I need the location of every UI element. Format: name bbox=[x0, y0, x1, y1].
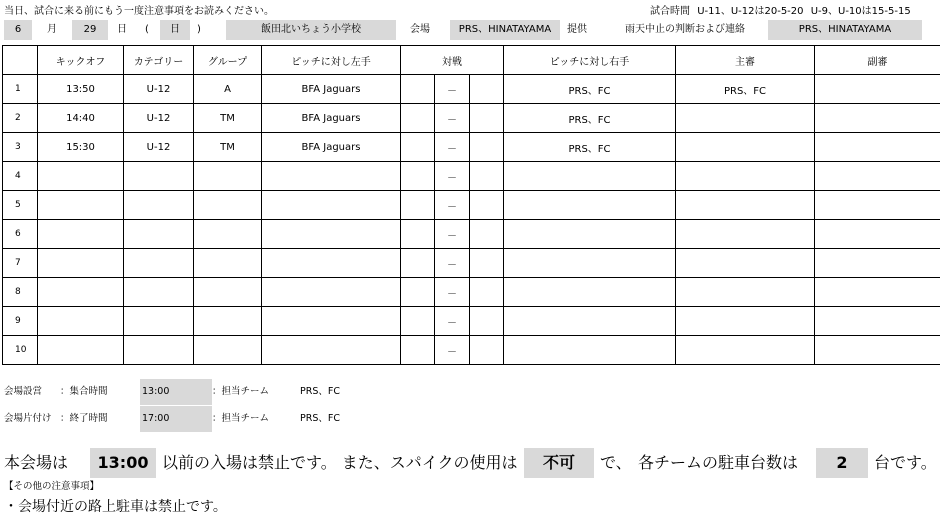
match-right-score bbox=[470, 162, 504, 191]
cleanup-time: 17:00 bbox=[140, 406, 212, 432]
match-right-score bbox=[470, 191, 504, 220]
match-separator: － bbox=[435, 220, 470, 249]
table-header-row bbox=[3, 46, 940, 75]
table-row bbox=[3, 307, 940, 336]
other-note-item: ・会場付近の路上駐車は禁止です。 bbox=[4, 499, 227, 515]
left-team: BFA Jaguars bbox=[262, 75, 401, 104]
table-row bbox=[3, 249, 940, 278]
kickoff-time bbox=[38, 162, 124, 191]
match-separator: － bbox=[435, 278, 470, 307]
left-team bbox=[262, 191, 401, 220]
month-label: 月 bbox=[47, 24, 57, 35]
cleanup-time-label: ：終了時間 bbox=[60, 413, 108, 424]
match-separator: － bbox=[435, 191, 470, 220]
header-no bbox=[3, 46, 38, 75]
assistant-referee bbox=[815, 75, 940, 104]
referee bbox=[676, 162, 815, 191]
referee bbox=[676, 220, 815, 249]
category bbox=[124, 220, 194, 249]
setup-time: 13:00 bbox=[140, 379, 212, 405]
provider-label: 提供 bbox=[567, 24, 587, 35]
match-left-score bbox=[401, 278, 435, 307]
match-left-score bbox=[401, 133, 435, 162]
row-number: 2 bbox=[3, 104, 38, 133]
header-kickoff: キックオフ bbox=[38, 46, 124, 75]
match-right-score bbox=[470, 104, 504, 133]
assistant-referee bbox=[815, 307, 940, 336]
left-team bbox=[262, 307, 401, 336]
right-team bbox=[504, 336, 676, 365]
category: U-12 bbox=[124, 75, 194, 104]
table-row bbox=[3, 75, 940, 104]
assistant-referee bbox=[815, 133, 940, 162]
cleanup-label: 会場片付け bbox=[4, 413, 52, 424]
main-notice-part1: 本会場は bbox=[4, 453, 69, 472]
day-value: 29 bbox=[72, 20, 108, 40]
category bbox=[124, 191, 194, 220]
table-row bbox=[3, 133, 940, 162]
category bbox=[124, 278, 194, 307]
row-number: 1 bbox=[3, 75, 38, 104]
schedule-table bbox=[2, 45, 940, 365]
header-group: グループ bbox=[194, 46, 262, 75]
kickoff-time bbox=[38, 336, 124, 365]
group bbox=[194, 307, 262, 336]
header-category: カテゴリー bbox=[124, 46, 194, 75]
match-separator: － bbox=[435, 75, 470, 104]
setup-time-label: ：集合時間 bbox=[60, 386, 108, 397]
match-time-u11-u12: U-11、U-12は20-5-20 bbox=[697, 6, 804, 17]
notice-text: 当日、試合に来る前にもう一度注意事項をお読みください。 bbox=[4, 6, 274, 17]
main-notice-part3: で、 bbox=[600, 453, 632, 472]
row-number: 5 bbox=[3, 191, 38, 220]
row-number: 4 bbox=[3, 162, 38, 191]
referee bbox=[676, 307, 815, 336]
assistant-referee bbox=[815, 162, 940, 191]
table-row bbox=[3, 278, 940, 307]
referee bbox=[676, 133, 815, 162]
group bbox=[194, 278, 262, 307]
match-left-score bbox=[401, 307, 435, 336]
group bbox=[194, 191, 262, 220]
group: TM bbox=[194, 104, 262, 133]
match-left-score bbox=[401, 336, 435, 365]
match-right-score bbox=[470, 249, 504, 278]
header-referee: 主審 bbox=[676, 46, 815, 75]
paren-open: ( bbox=[145, 24, 149, 35]
setup-team-label: ：担当チーム bbox=[212, 386, 270, 397]
row-number: 9 bbox=[3, 307, 38, 336]
referee bbox=[676, 249, 815, 278]
weekday-value: 日 bbox=[160, 20, 190, 40]
match-separator: － bbox=[435, 104, 470, 133]
left-team: BFA Jaguars bbox=[262, 104, 401, 133]
match-right-score bbox=[470, 307, 504, 336]
referee bbox=[676, 336, 815, 365]
match-separator: － bbox=[435, 133, 470, 162]
referee: PRS、FC bbox=[676, 75, 815, 104]
group bbox=[194, 336, 262, 365]
match-separator: － bbox=[435, 336, 470, 365]
table-row bbox=[3, 336, 940, 365]
category bbox=[124, 249, 194, 278]
match-time-label: 試合時間 bbox=[650, 6, 690, 17]
group: A bbox=[194, 75, 262, 104]
right-team: PRS、FC bbox=[504, 75, 676, 104]
entry-time: 13:00 bbox=[90, 448, 156, 478]
main-notice bbox=[4, 448, 940, 478]
match-right-score bbox=[470, 336, 504, 365]
left-team bbox=[262, 336, 401, 365]
kickoff-time bbox=[38, 191, 124, 220]
right-team: PRS、FC bbox=[504, 104, 676, 133]
rain-decision-label: 雨天中止の判断および連絡 bbox=[625, 24, 745, 35]
right-team bbox=[504, 307, 676, 336]
header-match: 対戦 bbox=[401, 46, 504, 75]
kickoff-time bbox=[38, 220, 124, 249]
table-row bbox=[3, 162, 940, 191]
table-row bbox=[3, 220, 940, 249]
header-assistant: 副審 bbox=[815, 46, 940, 75]
match-separator: － bbox=[435, 307, 470, 336]
match-right-score bbox=[470, 220, 504, 249]
right-team bbox=[504, 249, 676, 278]
left-team bbox=[262, 162, 401, 191]
month-value: 6 bbox=[4, 20, 32, 40]
right-team bbox=[504, 278, 676, 307]
left-team bbox=[262, 278, 401, 307]
parking-count: 2 bbox=[816, 448, 868, 478]
category bbox=[124, 307, 194, 336]
match-time-info bbox=[650, 2, 915, 17]
header-right-team: ピッチに対し右手 bbox=[504, 46, 676, 75]
match-left-score bbox=[401, 104, 435, 133]
kickoff-time: 15:30 bbox=[38, 133, 124, 162]
provider-name: PRS、HINATAYAMA bbox=[450, 20, 560, 40]
venue-name: 飯田北いちょう小学校 bbox=[226, 20, 396, 40]
rain-contact: PRS、HINATAYAMA bbox=[768, 20, 922, 40]
row-number: 7 bbox=[3, 249, 38, 278]
main-notice-part4: 各チームの駐車台数は bbox=[638, 453, 799, 472]
row-number: 6 bbox=[3, 220, 38, 249]
kickoff-time bbox=[38, 249, 124, 278]
left-team: BFA Jaguars bbox=[262, 133, 401, 162]
main-notice-part2: 以前の入場は禁止です。 また、スパイクの使用は bbox=[162, 453, 518, 472]
row-number: 8 bbox=[3, 278, 38, 307]
group bbox=[194, 249, 262, 278]
match-separator: － bbox=[435, 249, 470, 278]
setup-label: 会場設営 bbox=[4, 386, 43, 397]
cleanup-team-label: ：担当チーム bbox=[212, 413, 270, 424]
kickoff-time: 14:40 bbox=[38, 104, 124, 133]
match-time-u9-u10: U-9、U-10は15-5-15 bbox=[810, 6, 911, 17]
cleanup-team: PRS、FC bbox=[300, 413, 340, 424]
right-team bbox=[504, 220, 676, 249]
assistant-referee bbox=[815, 278, 940, 307]
left-team bbox=[262, 249, 401, 278]
left-team bbox=[262, 220, 401, 249]
group bbox=[194, 220, 262, 249]
day-label: 日 bbox=[117, 24, 127, 35]
match-left-score bbox=[401, 75, 435, 104]
row-number: 10 bbox=[3, 336, 38, 365]
table-row bbox=[3, 104, 940, 133]
match-left-score bbox=[401, 220, 435, 249]
right-team bbox=[504, 191, 676, 220]
row-number: 3 bbox=[3, 133, 38, 162]
table-row bbox=[3, 191, 940, 220]
match-left-score bbox=[401, 249, 435, 278]
right-team bbox=[504, 162, 676, 191]
assistant-referee bbox=[815, 220, 940, 249]
spike-status: 不可 bbox=[524, 448, 594, 478]
category: U-12 bbox=[124, 104, 194, 133]
right-team: PRS、FC bbox=[504, 133, 676, 162]
setup-team: PRS、FC bbox=[300, 386, 340, 397]
category: U-12 bbox=[124, 133, 194, 162]
group bbox=[194, 162, 262, 191]
group: TM bbox=[194, 133, 262, 162]
header-left-team: ピッチに対し左手 bbox=[262, 46, 401, 75]
match-separator: － bbox=[435, 162, 470, 191]
match-right-score bbox=[470, 75, 504, 104]
paren-close: ) bbox=[197, 24, 201, 35]
category bbox=[124, 162, 194, 191]
kickoff-time bbox=[38, 307, 124, 336]
category bbox=[124, 336, 194, 365]
referee bbox=[676, 104, 815, 133]
assistant-referee bbox=[815, 191, 940, 220]
match-left-score bbox=[401, 162, 435, 191]
referee bbox=[676, 191, 815, 220]
kickoff-time bbox=[38, 278, 124, 307]
other-notes-heading: 【その他の注意事項】 bbox=[4, 481, 100, 492]
match-left-score bbox=[401, 191, 435, 220]
kickoff-time: 13:50 bbox=[38, 75, 124, 104]
referee bbox=[676, 278, 815, 307]
match-right-score bbox=[470, 278, 504, 307]
venue-label: 会場 bbox=[410, 24, 430, 35]
assistant-referee bbox=[815, 336, 940, 365]
main-notice-part5: 台です。 bbox=[874, 453, 937, 472]
assistant-referee bbox=[815, 249, 940, 278]
match-right-score bbox=[470, 133, 504, 162]
assistant-referee bbox=[815, 104, 940, 133]
